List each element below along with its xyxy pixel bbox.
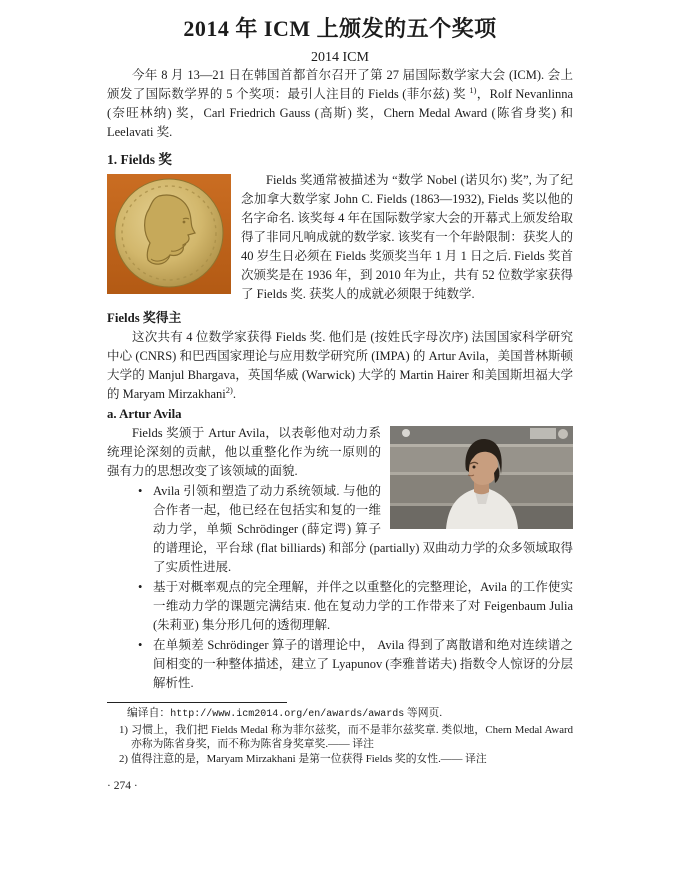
footnote-2 — [107, 752, 573, 766]
intro-paragraph — [107, 66, 573, 142]
list-item — [138, 636, 573, 693]
bullet-icon: • — [138, 484, 143, 498]
source-suffix: 等网页. — [404, 707, 443, 719]
page-title: 2014 年 ICM 上颁发的五个奖项 — [183, 16, 497, 41]
laureates-text: 这次共有 4 位数学家获得 Fields 奖. 他们是 (按姓氏字母次序) 法国国家科学研究中心 (CNRS) 和巴西国家理论与应用数学研究所 (IMPA) 的 Artur Avila，美国普林斯顿大学的 Manjul Bhargava，英国华威 (Warwick) 大学的 Martin Hairer 和美国斯坦福大学的 Maryam Mirzakhani — [107, 330, 573, 401]
list-item-text: 基于对概率观点的完全理解，并伴之以重整化的完整理论，Avila 的工作使实一维动力学的课题完满结束. 他在复动力学的工作带来了对 Feigenbaum Julia (朱莉亚) 集分形几何的透彻理解. — [153, 580, 573, 632]
footnote-text: 值得注意的是，Maryam Mirzakhani 是第一位获得 Fields 奖的女性.—— 译注 — [131, 753, 487, 765]
laureates-text-end: . — [232, 387, 236, 401]
source-label: 编译自： — [127, 707, 171, 719]
list-item-text: Avila 引领和塑造了动力系统领域. 与他的合作者一起，他已经在包括实和复的一维动力学，单频 Schrödinger (薛定谔) 算子的谱理论，平台球 (flat billiards) 和部分 (partially) 双曲动力学的众多领域取得了实质性进展. — [153, 484, 573, 574]
laureates-paragraph — [107, 328, 573, 404]
fields-medal-illustration — [107, 174, 231, 294]
source-url: http://www.icm2014.org/en/awards/awards — [170, 709, 405, 720]
page-content — [107, 0, 573, 792]
laureates-heading: Fields 奖得主 — [107, 311, 182, 325]
footnote-marker: 2) — [119, 753, 128, 765]
footnote-marker: 1) — [119, 724, 128, 736]
bullet-icon: • — [138, 580, 143, 594]
fields-medal-image — [107, 174, 231, 294]
footnote-divider — [107, 702, 287, 703]
section-heading-fields: 1. Fields 奖 — [107, 152, 172, 167]
avila-achievements-list — [138, 482, 573, 693]
footnote-ref-2: 2) — [225, 384, 233, 395]
footnote-1 — [107, 723, 573, 751]
list-item — [138, 578, 573, 635]
source-note — [107, 706, 573, 722]
footnotes — [107, 706, 573, 766]
avila-intro: Fields 奖颁于 Artur Avila，以表彰他对动力系统理论深刻的贡献，他以重整化作为统一原则的强有力的思想改变了该领域的面貌. — [107, 426, 381, 478]
list-item — [138, 482, 573, 577]
page-subtitle: 2014 ICM — [311, 50, 369, 65]
footnote-text: 习惯上，我们把 Fields Medal 称为菲尔兹奖，而不是菲尔兹奖章. 类似地，Chern Medal Award 亦称为陈省身奖，而不称为陈省身奖章奖.—— 译注 — [131, 724, 573, 750]
avila-heading: a. Artur Avila — [107, 407, 182, 421]
fields-description: Fields 奖通常被描述为 “数学 Nobel (诺贝尔) 奖”, 为了纪念加拿大数学家 John C. Fields (1863—1932), Fields 奖以他的名字命名. 该奖每 4 年在国际数学家大会的开幕式上颁发给取得了非同凡响成就的数学家. 该奖有一个年龄限制：获奖人的 40 岁生日必须在 Fields 奖颁奖当年 1 月 1 日之后. Fields 奖首次颁奖是在 1936 年，到 2010 年为止，共有 52 位数学家获得了 Fields 奖. 获奖人的成就必须限于纯数学. — [241, 173, 573, 301]
page-number: · 274 · — [107, 780, 138, 792]
bullet-icon: • — [138, 638, 143, 652]
footnote-ref-1: 1) — [469, 84, 477, 95]
intro-text: 今年 8 月 13—21 日在韩国首都首尔召开了第 27 届国际数学家大会 (ICM). 会上颁发了国际数学界的 5 个奖项：最引人注目的 Fields (菲尔兹) 奖 — [107, 68, 573, 101]
intro-text-cont: ，Rolf Nevanlinna (奈旺林纳) 奖，Carl Friedrich Gauss (高斯) 奖，Chern Medal Award (陈省身奖) 和 Leelavati 奖. — [107, 87, 573, 139]
list-item-text: 在单频差 Schrödinger 算子的谱理论中， Avila 得到了离散谱和绝对连续谱之间相变的一种整体描述，建立了 Lyapunov (李雅普诺夫) 指数令人惊讶的分层解析性. — [153, 638, 573, 690]
